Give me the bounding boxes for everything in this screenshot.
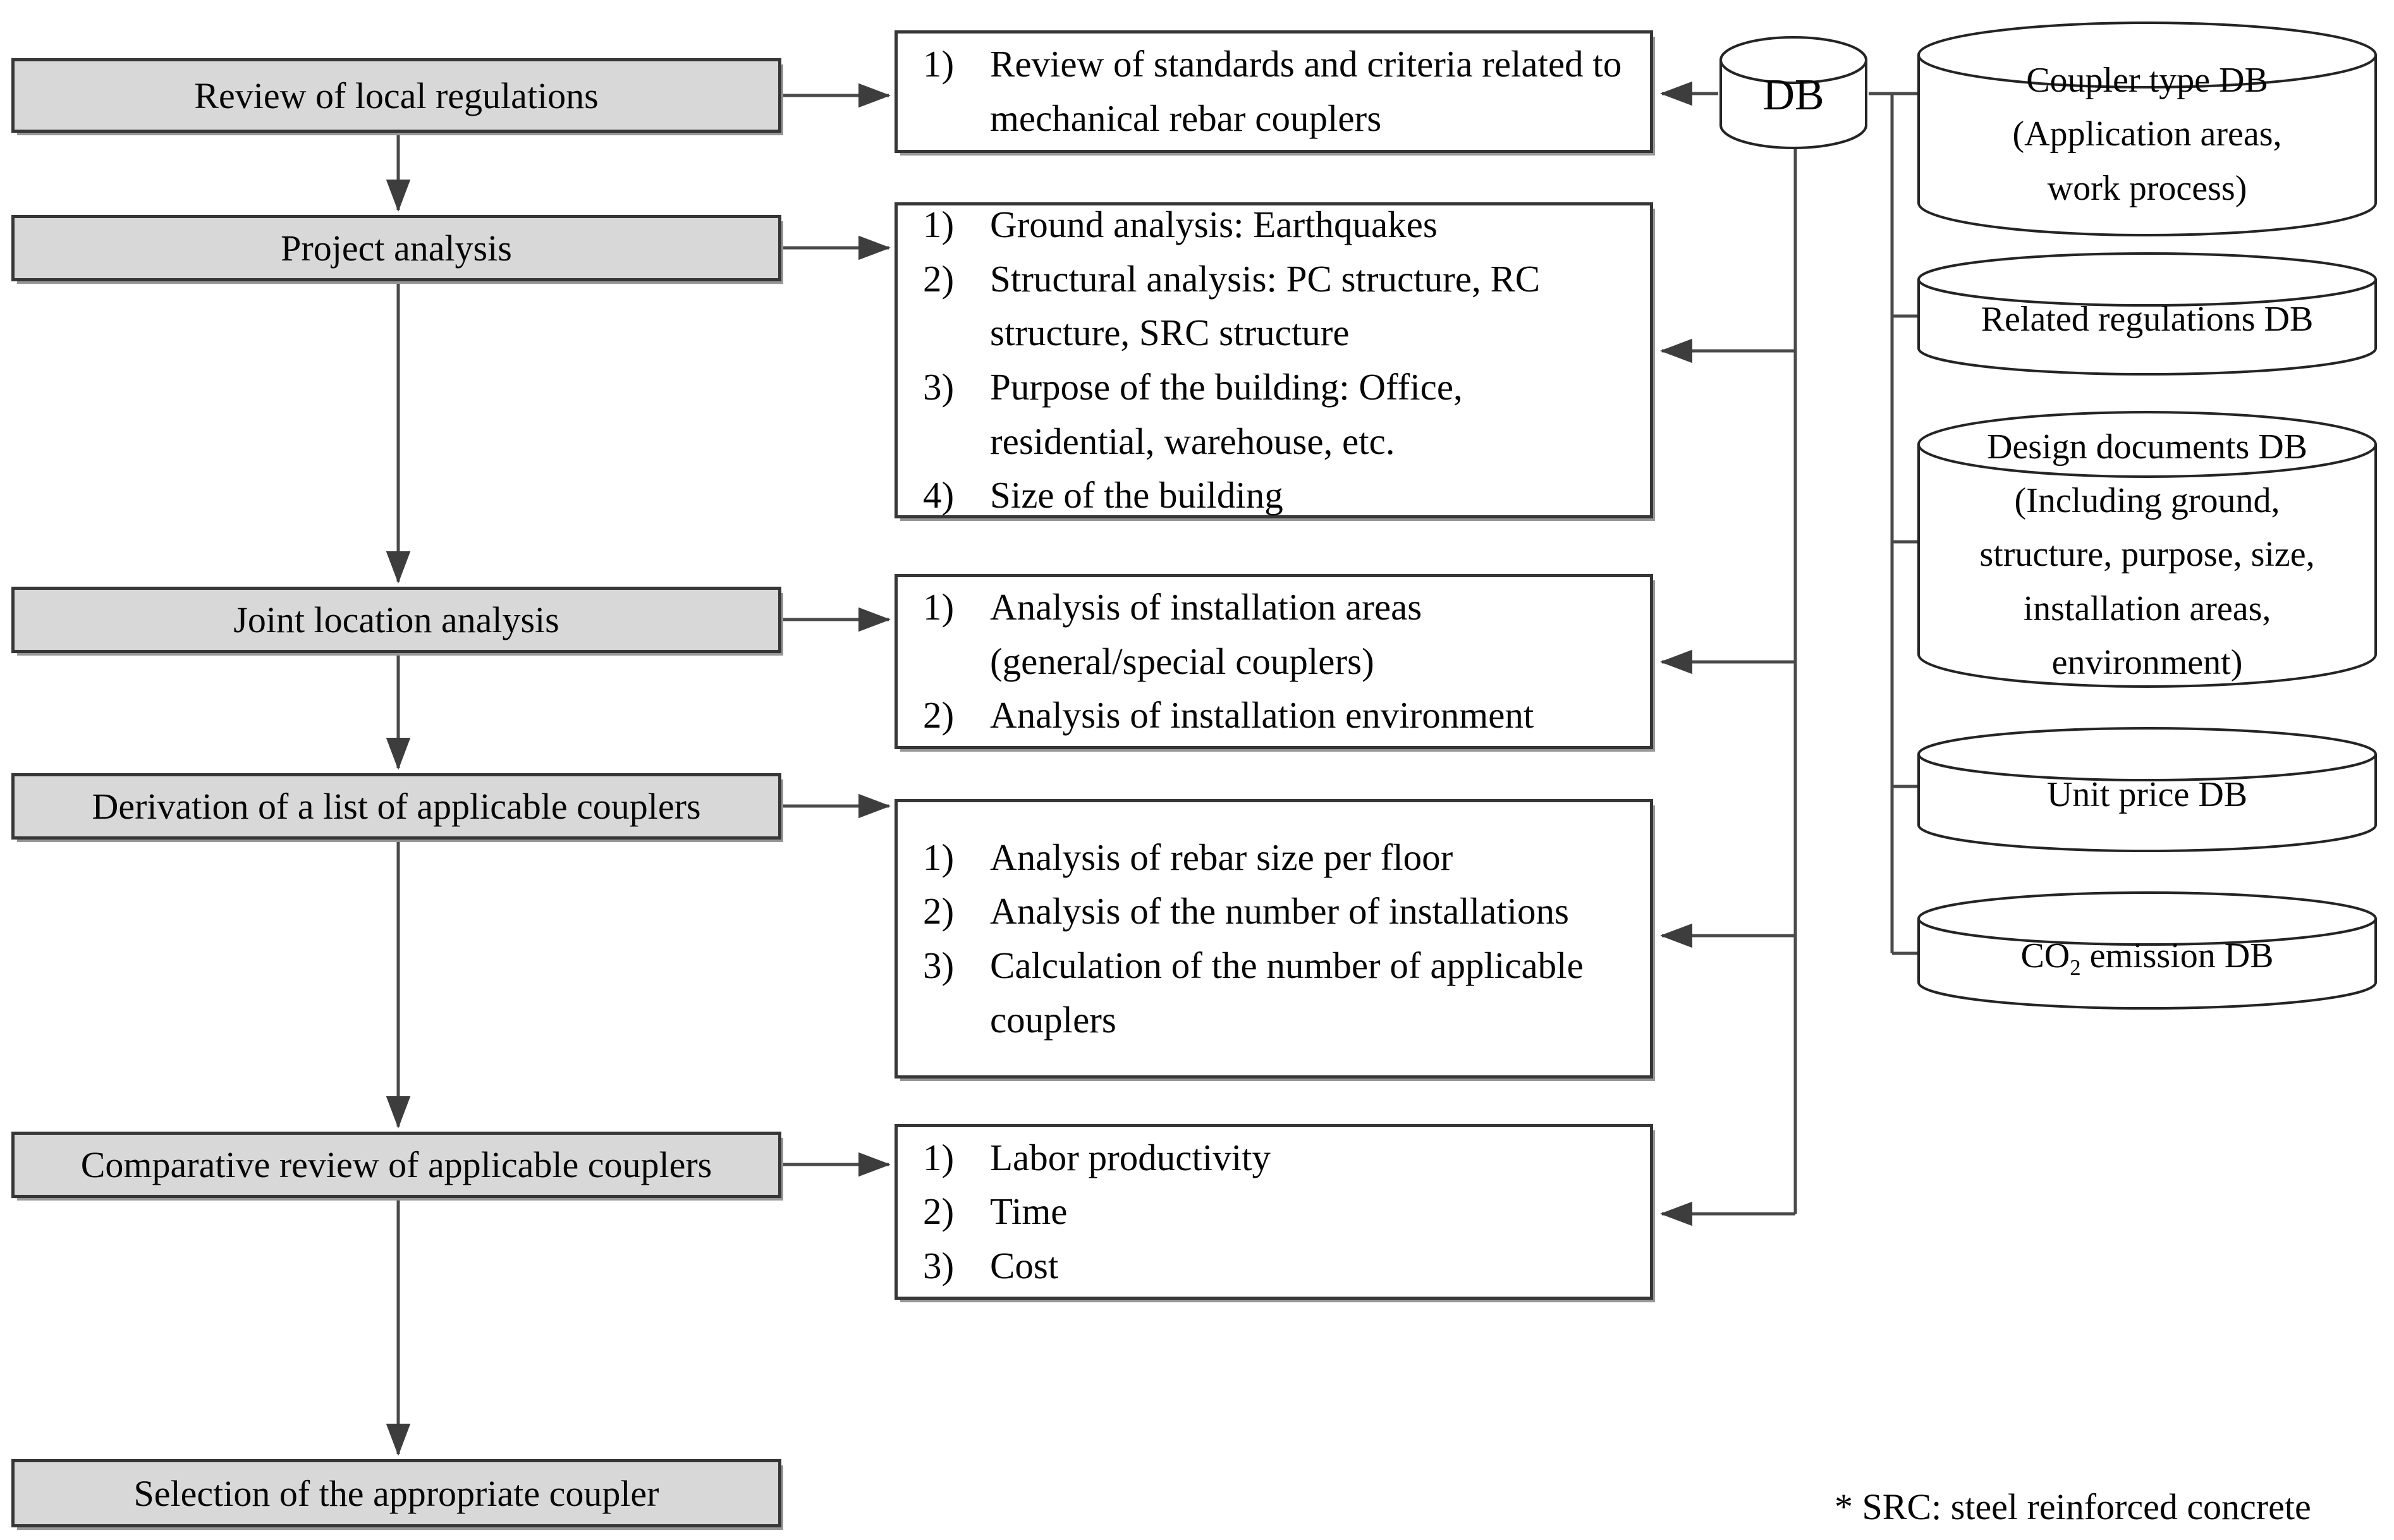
- detail-box-standards: [895, 30, 1653, 153]
- db-label-line: Related regulations DB: [1981, 299, 2314, 339]
- item-number: 1): [923, 836, 955, 878]
- item-text: Analysis of rebar size per floor: [990, 836, 1453, 878]
- db-hub-cylinder: [1718, 35, 1869, 150]
- detail-item: [923, 198, 1636, 252]
- item-number: 2): [923, 890, 955, 932]
- db-label-line: Unit price DB: [2046, 775, 2248, 815]
- db-label-line: (Application areas,: [2012, 114, 2282, 154]
- detail-item: [923, 1239, 1636, 1293]
- item-text: Time: [990, 1190, 1068, 1233]
- db-label-line: structure, purpose, size,: [1979, 535, 2315, 575]
- detail-box-joint-location: [895, 574, 1653, 749]
- detail-item: [923, 37, 1636, 145]
- item-number: 4): [923, 474, 955, 516]
- item-text: Cost: [990, 1244, 1059, 1286]
- co2-prefix: CO: [2020, 936, 2070, 975]
- db-label-line: [2020, 929, 2273, 983]
- detail-item: [923, 688, 1636, 743]
- db-label-line: environment): [2051, 642, 2243, 682]
- item-text: Labor productivity: [990, 1136, 1271, 1178]
- item-number: 2): [923, 694, 955, 736]
- co2-suffix: emission DB: [2080, 936, 2274, 975]
- unit-price-db-label: [1916, 724, 2378, 856]
- item-number: 1): [923, 1136, 955, 1178]
- item-number: 2): [923, 1190, 955, 1233]
- related-regulations-db-cylinder: [1916, 250, 2378, 379]
- detail-item: [923, 1185, 1636, 1239]
- coupler-type-db-cylinder: [1916, 19, 2378, 240]
- db-hub-label: DB: [1762, 71, 1824, 120]
- db-label-line: work process): [2047, 168, 2247, 208]
- step-project-analysis: Project analysis: [11, 215, 781, 281]
- db-label-line: installation areas,: [2023, 589, 2271, 628]
- step-derivation-coupler-list: Derivation of a list of applicable couplers: [11, 773, 781, 840]
- detail-box-project-analysis: [895, 202, 1653, 518]
- co2-emission-db-cylinder: [1916, 889, 2378, 1013]
- step-comparative-review: Comparative review of applicable couplers: [11, 1132, 781, 1198]
- co2-emission-db-label: [1916, 889, 2378, 1013]
- design-documents-db-label: [1916, 408, 2378, 692]
- step-selection-coupler: Selection of the appropriate coupler: [11, 1459, 781, 1527]
- detail-box-comparative-review: [895, 1124, 1653, 1300]
- item-number: 3): [923, 366, 955, 408]
- related-regulations-db-label: [1916, 250, 2378, 379]
- item-text: Ground analysis: Earthquakes: [990, 204, 1438, 246]
- detail-item: [923, 831, 1636, 885]
- step-joint-location-analysis: Joint location analysis: [11, 587, 781, 653]
- step-review-local-regulations: Review of local regulations: [11, 58, 781, 133]
- item-text: Analysis of installation environment: [990, 694, 1534, 736]
- item-text: Purpose of the building: Office, residential, warehouse, etc.: [990, 366, 1463, 462]
- detail-item: [923, 360, 1636, 468]
- db-label-line: (Including ground,: [2014, 481, 2280, 521]
- item-number: 2): [923, 257, 955, 300]
- design-documents-db-cylinder: [1916, 408, 2378, 692]
- detail-item: [923, 939, 1636, 1047]
- co2-subscript: 2: [2070, 955, 2081, 981]
- db-label-line: Design documents DB: [1986, 427, 2308, 467]
- item-text: Size of the building: [990, 474, 1283, 516]
- detail-item: [923, 252, 1636, 360]
- footnote-src: * SRC: steel reinforced concrete: [1835, 1486, 2311, 1527]
- item-text: Analysis of the number of installations: [990, 890, 1569, 932]
- item-text: Analysis of installation areas (general/special couplers): [990, 586, 1422, 682]
- db-label-line: Coupler type DB: [2026, 61, 2268, 101]
- item-number: 1): [923, 586, 955, 628]
- item-number: 1): [923, 204, 955, 246]
- detail-item: [923, 580, 1636, 688]
- item-text: Structural analysis: PC structure, RC structure, SRC structure: [990, 257, 1541, 354]
- item-number: 3): [923, 944, 955, 986]
- detail-item: [923, 1131, 1636, 1185]
- unit-price-db-cylinder: [1916, 724, 2378, 856]
- item-number: 1): [923, 43, 955, 85]
- item-text: Review of standards and criteria related to mechanical rebar couplers: [990, 43, 1622, 139]
- item-number: 3): [923, 1244, 955, 1286]
- item-text: Calculation of the number of applicable couplers: [990, 944, 1584, 1041]
- detail-item: [923, 468, 1636, 523]
- detail-item: [923, 884, 1636, 939]
- coupler-type-db-label: [1916, 19, 2378, 240]
- detail-box-coupler-list: [895, 799, 1653, 1079]
